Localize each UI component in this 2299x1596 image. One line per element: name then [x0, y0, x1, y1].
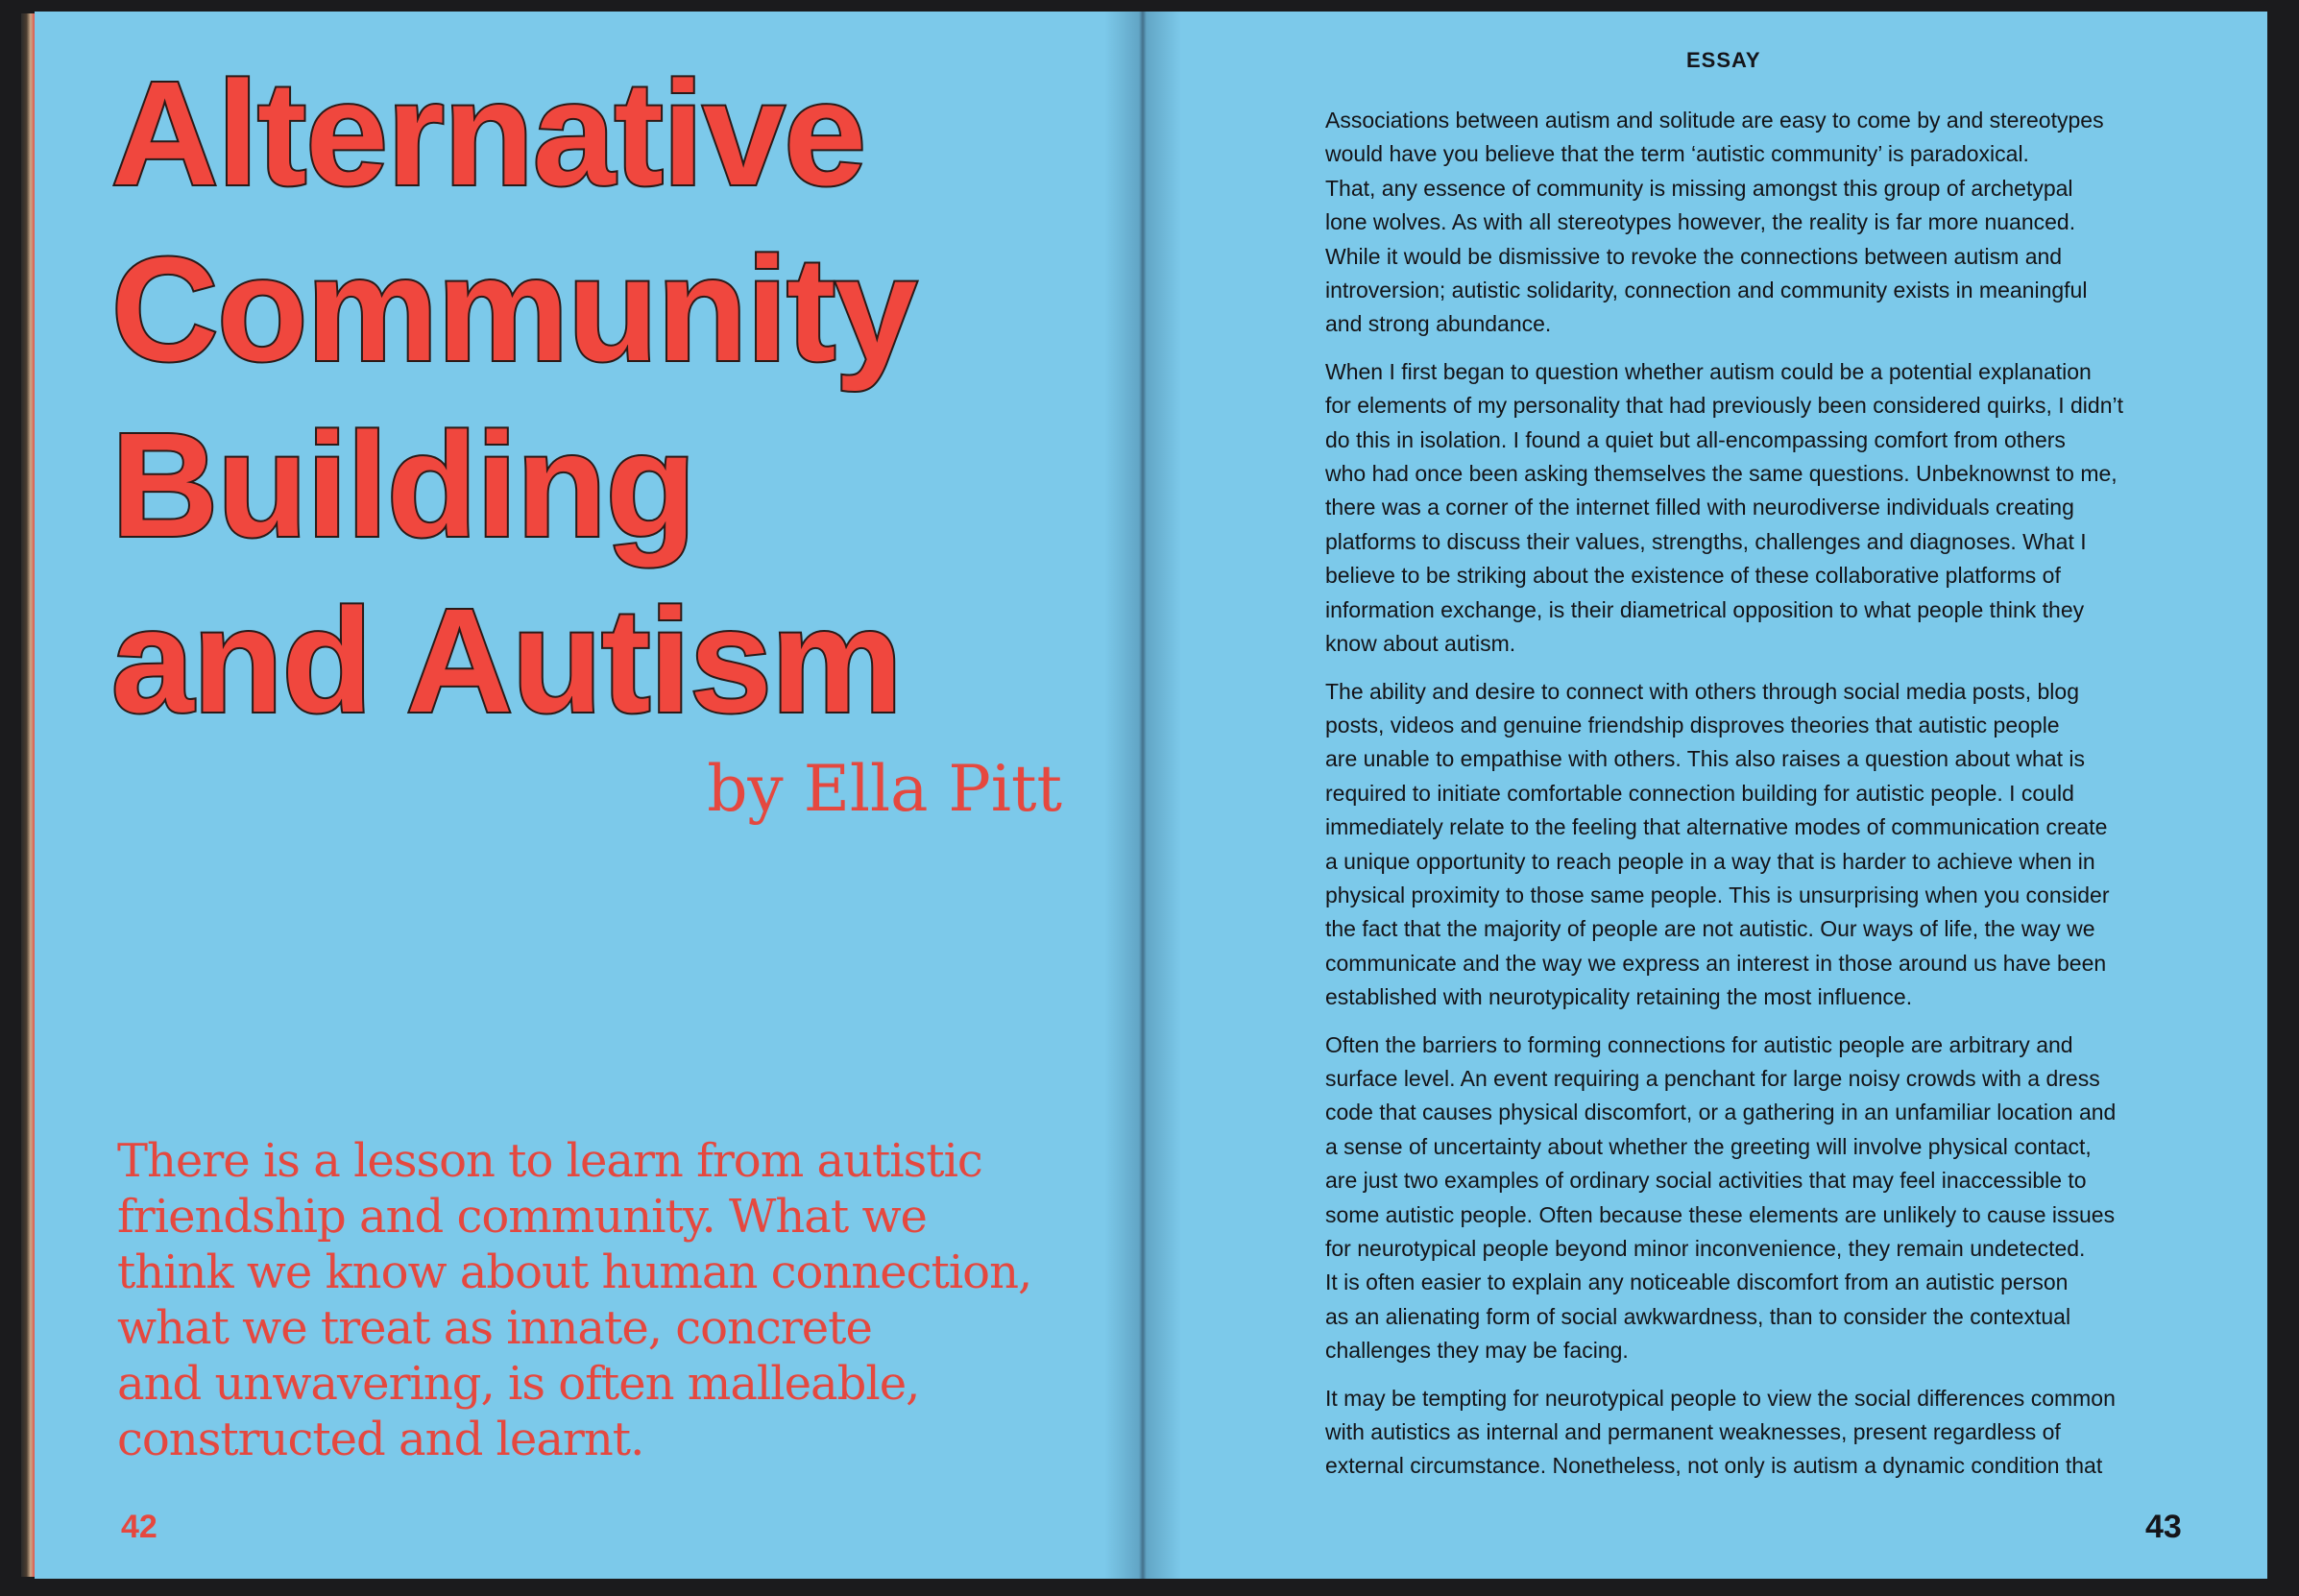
essay-line: The ability and desire to connect with others through social media posts, blog	[1325, 678, 2079, 704]
lede-line: what we treat as innate, concrete	[117, 1301, 872, 1355]
author-byline: by Ella Pitt	[707, 752, 1062, 826]
essay-line: challenges they may be facing.	[1325, 1338, 1629, 1364]
essay-line: do this in isolation. I found a quiet but all-encompassing comfort from others	[1325, 426, 2066, 452]
essay-line: information exchange, is their diametrical opposition to what people think they	[1325, 596, 2085, 622]
essay-line: It may be tempting for neurotypical people to view the social differences common	[1325, 1385, 2116, 1411]
essay-line: a unique opportunity to reach people in a way that is harder to achieve when in	[1325, 848, 2095, 874]
essay-line: lone wolves. As with all stereotypes however, the reality is far more nuanced.	[1325, 209, 2076, 235]
title-line: and Autism	[111, 578, 902, 743]
essay-line: some autistic people. Often because these elements are unlikely to cause issues	[1325, 1201, 2116, 1227]
essay-line: external circumstance. Nonetheless, not only is autism a dynamic condition that	[1325, 1453, 2103, 1479]
essay-paragraph	[1325, 1382, 2199, 1484]
essay-line: for neurotypical people beyond minor inconvenience, they remain undetected.	[1325, 1236, 2086, 1261]
essay-paragraph	[1325, 355, 2199, 662]
essay-line: platforms to discuss their values, strengths, challenges and diagnoses. What I	[1325, 528, 2087, 554]
essay-line: with autistics as internal and permanent weaknesses, present regardless of	[1325, 1419, 2061, 1445]
essay-line: surface level. An event requiring a penchant for large noisy crowds with a dress	[1325, 1065, 2100, 1091]
lede-line: think we know about human connection,	[117, 1245, 1032, 1299]
lede-paragraph	[117, 1133, 1125, 1467]
essay-line: physical proximity to those same people. This is unsurprising when you consider	[1325, 882, 2110, 907]
page-number-left: 42	[121, 1509, 157, 1545]
title-line: Community	[111, 227, 916, 392]
essay-line: established with neurotypicality retaining the most influence.	[1325, 984, 1913, 1010]
page-number-right: 43	[2145, 1509, 2182, 1545]
section-label: ESSAY	[1686, 48, 1761, 72]
essay-line: believe to be striking about the existence of these collaborative platforms of	[1325, 563, 2061, 589]
essay-line: introversion; autistic solidarity, connection and community exists in meaningful	[1325, 278, 2088, 303]
essay-line: code that causes physical discomfort, or a gathering in an unfamiliar location and	[1325, 1100, 2117, 1125]
essay-line: who had once been asking themselves the same questions. Unbeknownst to me,	[1325, 461, 2118, 487]
essay-line: While it would be dismissive to revoke the connections between autism and	[1325, 243, 2063, 269]
essay-body	[1325, 104, 2199, 1497]
essay-line: for elements of my personality that had previously been considered quirks, I didn’t	[1325, 393, 2123, 419]
article-title	[111, 46, 916, 749]
essay-line: know about autism.	[1325, 631, 1516, 657]
essay-line: there was a corner of the internet filled with neurodiverse individuals creating	[1325, 495, 2074, 520]
essay-line: Associations between autism and solitude are easy to come by and stereotypes	[1325, 108, 2104, 133]
lede-line: friendship and community. What we	[117, 1190, 927, 1244]
essay-paragraph	[1325, 675, 2199, 1015]
lede-line: constructed and learnt.	[117, 1413, 644, 1466]
essay-paragraph	[1325, 104, 2199, 342]
essay-line: When I first began to question whether autism could be a potential explanation	[1325, 358, 2092, 384]
essay-paragraph	[1325, 1028, 2199, 1368]
essay-line: immediately relate to the feeling that alternative modes of communication create	[1325, 814, 2108, 840]
essay-line: communicate and the way we express an interest in those around us have been	[1325, 950, 2107, 976]
essay-line: a sense of uncertainty about whether the greeting will involve physical contact,	[1325, 1133, 2092, 1159]
essay-line: are just two examples of ordinary social activities that may feel inaccessible to	[1325, 1168, 2087, 1194]
essay-line: Often the barriers to forming connections for autistic people are arbitrary and	[1325, 1031, 2073, 1057]
lede-line: There is a lesson to learn from autistic	[117, 1134, 982, 1188]
magazine-spread	[35, 12, 2267, 1579]
essay-line: the fact that the majority of people are not autistic. Our ways of life, the way we	[1325, 916, 2095, 942]
essay-line: It is often easier to explain any noticeable discomfort from an autistic person	[1325, 1270, 2069, 1295]
essay-line: would have you believe that the term ‘autistic community’ is paradoxical.	[1325, 141, 2029, 167]
essay-line: as an alienating form of social awkwardness, than to consider the contextual	[1325, 1303, 2071, 1329]
essay-line: required to initiate comfortable connection building for autistic people. I could	[1325, 780, 2074, 806]
lede-line: and unwavering, is often malleable,	[117, 1357, 920, 1411]
essay-line: are unable to empathise with others. This also raises a question about what is	[1325, 746, 2085, 772]
essay-line: posts, videos and genuine friendship disproves theories that autistic people	[1325, 712, 2060, 738]
title-line: Building	[111, 402, 695, 568]
title-line: Alternative	[111, 51, 865, 216]
essay-line: and strong abundance.	[1325, 311, 1552, 337]
essay-line: That, any essence of community is missing amongst this group of archetypal	[1325, 175, 2073, 201]
